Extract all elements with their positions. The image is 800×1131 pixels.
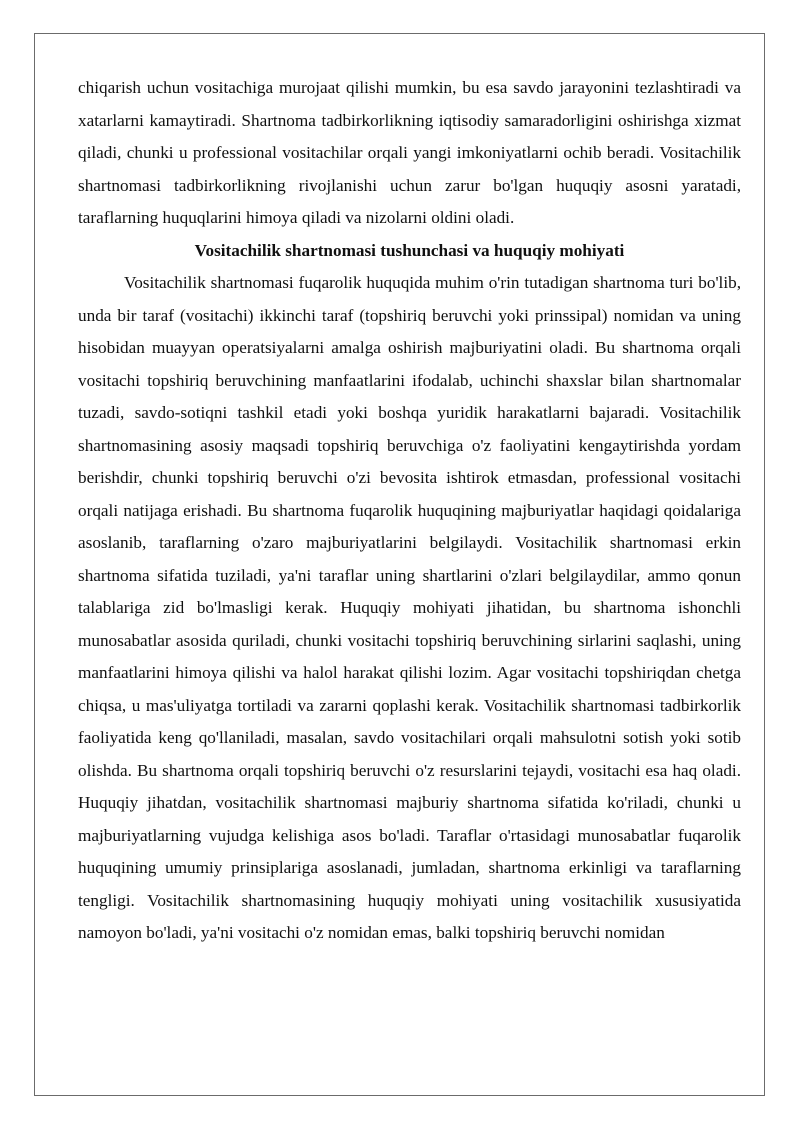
section-heading: Vositachilik shartnomasi tushunchasi va huquqiy mohiyati xyxy=(194,240,625,260)
document-body xyxy=(78,72,741,950)
intro-paragraph: chiqarish uchun vositachiga murojaat qilishi mumkin, bu esa savdo jarayonini tezlashtiradi va xatarlarni kamaytiradi. Shartnoma tadbirkorlikning iqtisodiy samaradorligini oshirishga xizmat qiladi, chunki u professional vositachilar orqali yangi imkoniyatlarni ochib beradi. Vositachilik shartnomasi tadbirkorlikning rivojlanishi uchun zarur bo'lgan huquqiy asosni yaratadi, taraflarning huquqlarini himoya qiladi va nizolarni oldini oladi. xyxy=(78,78,741,227)
body-paragraph: Vositachilik shartnomasi fuqarolik huquqida muhim o'rin tutadigan shartnoma turi bo'lib, unda bir taraf (vositachi) ikkinchi taraf (topshiriq beruvchi yoki prinssipal) nomidan va uning hisobidan muayyan operatsiyalarni amalga oshirish majburiyatini oladi. Bu shartnoma orqali vositachi topshiriq beruvchining manfaatlarini ifodalab, uchinchi shaxslar bilan shartnomalar tuzadi, savdo-sotiqni tashkil etadi yoki boshqa yuridik harakatlarni bajaradi. Vositachilik shartnomasining asosiy maqsadi topshiriq beruvchiga o'z faoliyatini kengaytirishda yordam berishdir, chunki topshiriq beruvchi o'zi bevosita ishtirok etmasdan, professional vositachi orqali natijaga erishadi. Bu shartnoma fuqarolik huquqining majburiyatlar haqidagi qoidalariga asoslanib, taraflarning o'zaro majburiyatlarini belgilaydi. Vositachilik shartnomasi erkin shartnoma sifatida tuziladi, ya'ni taraflar uning shartlarini o'zlari belgilaydilar, ammo qonun talablariga zid bo'lmasligi kerak. Huquqiy mohiyati jihatidan, bu shartnoma ishonchli munosabatlar asosida quriladi, chunki vositachi topshiriq beruvchining sirlarini saqlashi, uning manfaatlarini himoya qilishi va halol harakat qilishi lozim. Agar vositachi topshiriqdan chetga chiqsa, u mas'uliyatga tortiladi va zararni qoplashi kerak. Vositachilik shartnomasi tadbirkorlik faoliyatida keng qo'llaniladi, masalan, savdo vositachilari orqali mahsulotni sotish yoki sotib olishda. Bu shartnoma orqali topshiriq beruvchi o'z resurslarini tejaydi, vositachi esa haq oladi. Huquqiy jihatdan, vositachilik shartnomasi majburiy shartnoma sifatida ko'riladi, chunki u majburiyatlarning vujudga kelishiga asos bo'ladi. Taraflar o'rtasidagi munosabatlar fuqarolik huquqining umumiy prinsiplariga asoslanadi, jumladan, shartnoma erkinligi va taraflarning tengligi. Vositachilik shartnomasining huquqiy mohiyati uning vositachilik xususiyatida namoyon bo'ladi, ya'ni vositachi o'z nomidan emas, balki topshiriq beruvchi nomidan xyxy=(78,273,741,942)
